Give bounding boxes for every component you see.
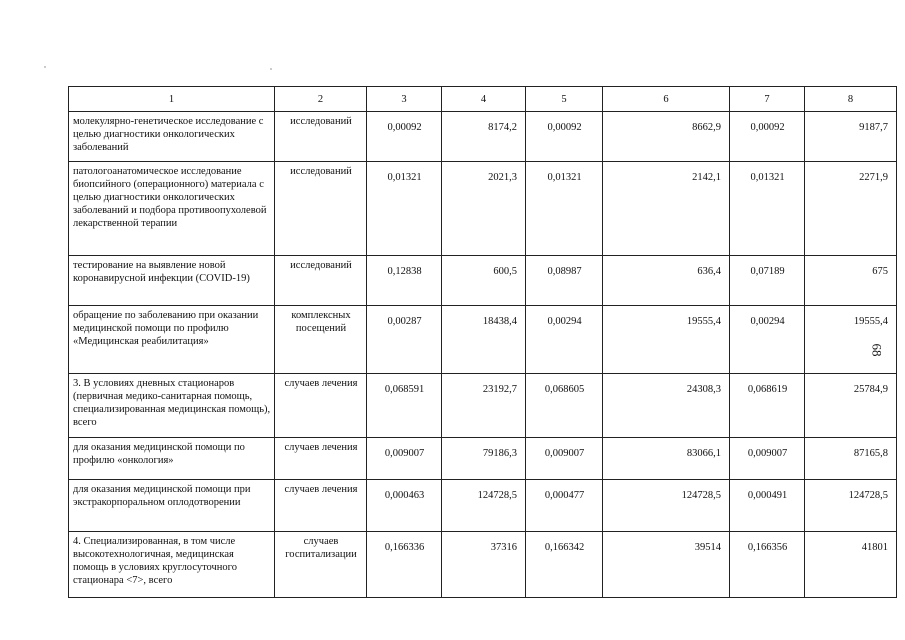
table-header-row [69, 87, 897, 112]
value-cell: 0,07189 [730, 256, 805, 306]
value-cell: 25784,9 [805, 374, 897, 438]
table-row [69, 162, 897, 256]
unit-cell: комплексных посещений [275, 306, 367, 374]
indicator-name-cell: для оказания медицинской помощи по профилю «онкология» [69, 438, 275, 480]
value-cell: 87165,8 [805, 438, 897, 480]
value-cell: 0,166336 [367, 532, 442, 598]
value-cell: 2142,1 [603, 162, 730, 256]
value-cell: 0,000463 [367, 480, 442, 532]
header-cell: 4 [442, 87, 526, 112]
table-row [69, 374, 897, 438]
value-cell: 0,01321 [526, 162, 603, 256]
value-cell: 0,009007 [526, 438, 603, 480]
value-cell: 79186,3 [442, 438, 526, 480]
indicator-name-cell: патологоанатомическое исследование биопсийного (операционного) материала с целью диагностики онкологических заболеваний и подбора противоопухолевой лекарственной терапии [69, 162, 275, 256]
header-cell: 1 [69, 87, 275, 112]
value-cell: 0,00092 [730, 112, 805, 162]
value-cell: 0,068591 [367, 374, 442, 438]
scan-speck [270, 68, 272, 70]
value-cell: 0,009007 [367, 438, 442, 480]
value-cell: 675 [805, 256, 897, 306]
value-cell: 2271,9 [805, 162, 897, 256]
value-cell: 0,08987 [526, 256, 603, 306]
value-cell: 0,166342 [526, 532, 603, 598]
value-cell: 0,01321 [367, 162, 442, 256]
header-cell: 5 [526, 87, 603, 112]
value-cell: 2021,3 [442, 162, 526, 256]
header-cell: 2 [275, 87, 367, 112]
indicator-name-cell: обращение по заболеванию при оказании медицинской помощи по профилю «Медицинская реабилитация» [69, 306, 275, 374]
table-row [69, 532, 897, 598]
unit-cell: исследований [275, 112, 367, 162]
header-cell: 6 [603, 87, 730, 112]
value-cell: 18438,4 [442, 306, 526, 374]
value-cell: 39514 [603, 532, 730, 598]
value-cell: 0,00287 [367, 306, 442, 374]
header-cell: 8 [805, 87, 897, 112]
page-number: 68 [869, 343, 885, 357]
value-cell: 9187,7 [805, 112, 897, 162]
value-cell: 600,5 [442, 256, 526, 306]
value-cell: 37316 [442, 532, 526, 598]
unit-cell: случаев лечения [275, 374, 367, 438]
unit-cell: случаев лечения [275, 438, 367, 480]
value-cell: 0,068619 [730, 374, 805, 438]
header-cell: 3 [367, 87, 442, 112]
value-cell: 124728,5 [805, 480, 897, 532]
value-cell: 83066,1 [603, 438, 730, 480]
value-cell: 24308,3 [603, 374, 730, 438]
data-table [68, 86, 897, 598]
value-cell: 0,00294 [526, 306, 603, 374]
value-cell: 23192,7 [442, 374, 526, 438]
value-cell: 19555,4 [805, 306, 897, 374]
value-cell: 8174,2 [442, 112, 526, 162]
value-cell: 124728,5 [442, 480, 526, 532]
value-cell: 636,4 [603, 256, 730, 306]
value-cell: 0,01321 [730, 162, 805, 256]
value-cell: 0,00294 [730, 306, 805, 374]
value-cell: 0,00092 [367, 112, 442, 162]
table-row [69, 112, 897, 162]
table-row [69, 256, 897, 306]
indicator-name-cell: молекулярно-генетическое исследование с целью диагностики онкологических заболеваний [69, 112, 275, 162]
value-cell: 8662,9 [603, 112, 730, 162]
value-cell: 0,000491 [730, 480, 805, 532]
table-body [69, 87, 897, 598]
value-cell: 0,009007 [730, 438, 805, 480]
unit-cell: случаев лечения [275, 480, 367, 532]
indicator-name-cell: 4. Специализированная, в том числе высокотехнологичная, медицинская помощь в условиях круглосуточного стационара <7>, всего [69, 532, 275, 598]
unit-cell: исследований [275, 162, 367, 256]
value-cell: 0,068605 [526, 374, 603, 438]
indicator-name-cell: тестирование на выявление новой коронавирусной инфекции (COVID-19) [69, 256, 275, 306]
unit-cell: исследований [275, 256, 367, 306]
unit-cell: случаев госпитализации [275, 532, 367, 598]
value-cell: 41801 [805, 532, 897, 598]
value-cell: 124728,5 [603, 480, 730, 532]
scan-speck [44, 66, 46, 68]
indicator-name-cell: для оказания медицинской помощи при экстракорпоральном оплодотворении [69, 480, 275, 532]
table-row [69, 480, 897, 532]
indicator-name-cell: 3. В условиях дневных стационаров (первичная медико-санитарная помощь, специализированная медицинская помощь), всего [69, 374, 275, 438]
value-cell: 0,000477 [526, 480, 603, 532]
table-row [69, 306, 897, 374]
value-cell: 0,00092 [526, 112, 603, 162]
header-cell: 7 [730, 87, 805, 112]
value-cell: 0,12838 [367, 256, 442, 306]
value-cell: 19555,4 [603, 306, 730, 374]
value-cell: 0,166356 [730, 532, 805, 598]
table-row [69, 438, 897, 480]
